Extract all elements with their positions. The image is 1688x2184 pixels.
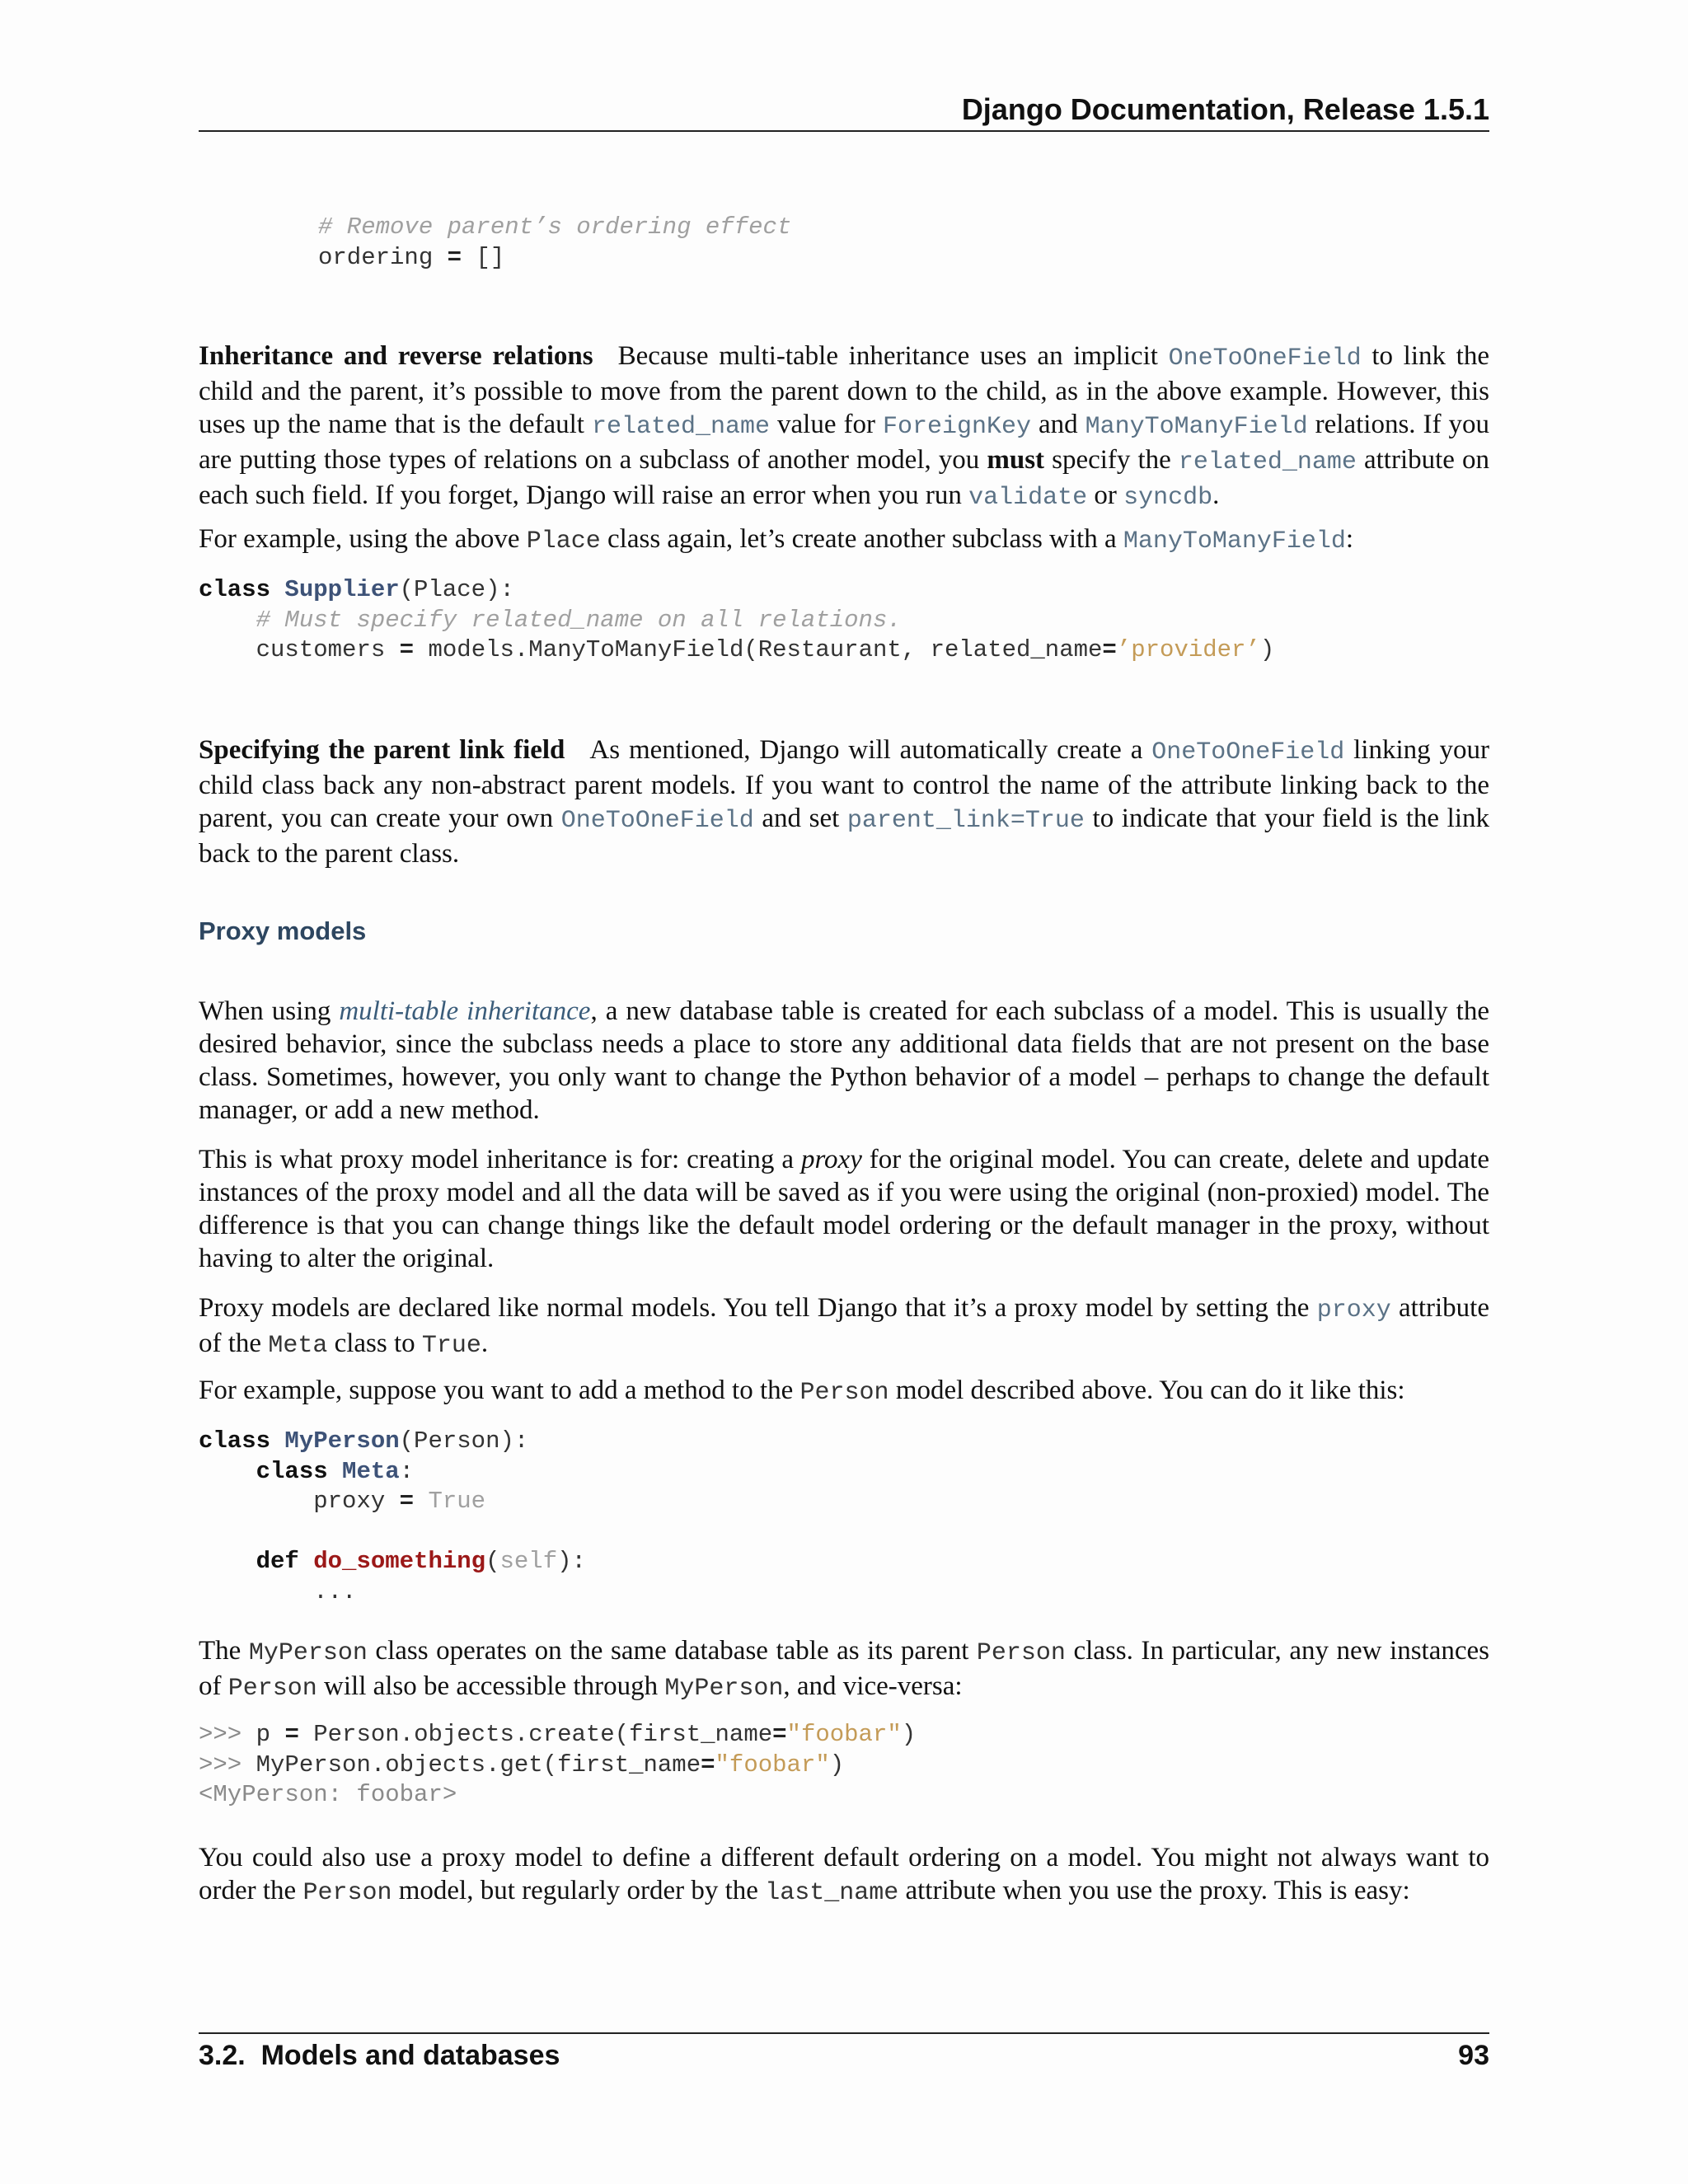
code-block-ordering: [318, 213, 791, 273]
text: model described above. You can do it like this:: [889, 1376, 1405, 1405]
paragraph-proxy-intro: [199, 995, 1489, 1127]
code-operator: =: [399, 636, 415, 663]
code-ref-manytomanyfield[interactable]: ManyToManyField: [1123, 527, 1346, 555]
code-literal-meta: Meta: [268, 1332, 328, 1360]
code-ref-onetoonefield[interactable]: OneToOneField: [1168, 344, 1362, 373]
footer-section-title: 3.2. Models and databases: [199, 2040, 560, 2071]
text: , and vice-versa:: [783, 1671, 963, 1701]
code-punct: ):: [557, 1548, 586, 1575]
text: Proxy models are declared like normal models. You tell Django that it’s a proxy model by setting the: [199, 1293, 1317, 1323]
paragraph-parent-link: [199, 733, 1489, 870]
running-header: Django Documentation, Release 1.5.1: [961, 92, 1489, 126]
code-punct: :: [399, 1457, 415, 1485]
code-literal-myperson: MyPerson: [664, 1675, 784, 1703]
code-punct: ): [1259, 636, 1275, 663]
code-args: (Place):: [399, 576, 514, 603]
text: to indicate that your field is the link back to the parent class.: [199, 804, 1489, 869]
text: For example, suppose you want to add a method to the: [199, 1376, 800, 1405]
code-operator: =: [701, 1750, 715, 1779]
paragraph-proxy-declare: [199, 1291, 1489, 1362]
footer-rule: [199, 2032, 1489, 2034]
code-class-name: Meta: [342, 1457, 400, 1485]
code-prompt: >>>: [199, 1721, 256, 1748]
paragraph-example-place: [199, 523, 1489, 558]
text: You could also use a proxy model to define a different default ordering on a model. You might not always want to order the: [199, 1843, 1489, 1905]
text: .: [1212, 480, 1220, 510]
code-operator: =: [284, 1721, 299, 1748]
text: value for: [770, 410, 883, 439]
code-call: Person.objects.create(first_name: [298, 1721, 773, 1748]
code-ellipsis: ...: [313, 1577, 357, 1605]
code-literal-true: True: [421, 1332, 481, 1360]
paragraph-myperson-table: [199, 1634, 1489, 1705]
code-ref-onetoonefield[interactable]: OneToOneField: [560, 807, 754, 835]
code-ref-manytomanyfield[interactable]: ManyToManyField: [1085, 413, 1308, 441]
code-literal-person: Person: [799, 1379, 889, 1407]
code-ref-parent-link[interactable]: parent_link=True: [846, 807, 1085, 835]
code-keyword: def: [256, 1548, 299, 1575]
emphasis-must: must: [987, 445, 1045, 475]
code-identifier: proxy: [313, 1488, 386, 1515]
text: will also be accessible through: [316, 1671, 665, 1701]
text: For example, using the above: [199, 524, 527, 554]
code-ref-syncdb[interactable]: syncdb: [1123, 484, 1213, 512]
code-literal-person: Person: [227, 1675, 317, 1703]
text: specify the: [1044, 445, 1179, 475]
code-identifier: ordering: [318, 243, 434, 271]
code-punct: ): [829, 1750, 845, 1779]
code-block-supplier: [199, 575, 1274, 666]
code-literal-myperson: MyPerson: [248, 1639, 368, 1667]
text: and: [1030, 410, 1085, 439]
code-ref-onetoonefield[interactable]: OneToOneField: [1151, 738, 1345, 766]
paragraph-proxy-purpose: [199, 1143, 1489, 1275]
code-ref-foreignkey[interactable]: ForeignKey: [882, 413, 1031, 441]
code-literal-person: Person: [976, 1639, 1066, 1667]
text: for the original model. You can create, delete and update instances of the proxy model and all the data will be saved as if you were using the original (non-proxied) model. The difference is that you can change things like the default model ordering or the default manager in the proxy, without having to alter the original.: [199, 1145, 1489, 1273]
header-rule: [199, 130, 1489, 132]
code-operator: =: [1102, 636, 1117, 663]
text: When using: [199, 996, 340, 1026]
code-comment: # Remove parent’s ordering effect: [318, 213, 792, 241]
code-ref-related-name[interactable]: related_name: [1178, 448, 1357, 476]
code-string: "foobar": [786, 1721, 902, 1748]
text: to link the child and the parent, it’s possible to move from the parent down to the child, as in the above example. However, this uses up the name that is the default: [199, 341, 1489, 439]
code-keyword: class: [256, 1457, 328, 1485]
text: class operates on the same database table as its parent: [367, 1636, 977, 1666]
code-string: "foobar": [715, 1750, 830, 1779]
code-string: ’provider’: [1116, 636, 1260, 663]
code-operator: =: [399, 1488, 415, 1515]
code-call: models.ManyToManyField(Restaurant, related_name: [428, 636, 1103, 663]
code-class-name: Supplier: [284, 576, 400, 603]
link-multi-table-inheritance[interactable]: multi-table inheritance: [339, 996, 591, 1026]
text: attribute of the: [199, 1293, 1489, 1358]
text: class again, let’s create another subclass with a: [600, 524, 1123, 554]
code-block-shell: [199, 1720, 916, 1811]
text: and set: [753, 804, 847, 833]
text: or: [1087, 480, 1124, 510]
run-in-heading: Inheritance and reverse relations: [199, 341, 593, 371]
code-args: (Person):: [399, 1427, 529, 1455]
text: attribute when you use the proxy. This is easy:: [898, 1876, 1410, 1905]
text: linking your child class back any non-abstract parent models. If you want to control the name of the attribute linking back to the parent, you can create your own: [199, 735, 1490, 833]
section-heading-proxy-models: Proxy models: [199, 916, 367, 945]
text: relations. If you are putting those types of relations on a subclass of another model, you: [199, 410, 1490, 475]
code-operator: =: [772, 1721, 787, 1748]
code-literal-person: Person: [302, 1879, 392, 1907]
text: class to: [327, 1329, 422, 1358]
code-operator: =: [447, 243, 462, 271]
text: As mentioned, Django will automatically create a: [589, 735, 1152, 765]
code-function-name: do_something: [313, 1548, 486, 1575]
text: model, but regularly order by the: [392, 1876, 766, 1905]
text: , a new database table is created for each subclass of a model. This is usually the desired behavior, since the subclass needs a place to store any additional data fields that are not present on the base class. Sometimes, however, you only want to change the Python behavior of a model – perhaps to change the default manager, or add a new method.: [199, 996, 1489, 1125]
code-literal-place: Place: [526, 527, 601, 555]
text: This is what proxy model inheritance is for: creating a: [199, 1145, 801, 1174]
code-punct: ): [901, 1721, 917, 1748]
code-constant: True: [428, 1488, 486, 1515]
text: :: [1345, 524, 1354, 554]
text: .: [481, 1329, 489, 1358]
code-identifier: p: [256, 1721, 285, 1748]
code-ref-validate[interactable]: validate: [968, 484, 1088, 512]
code-ref-proxy[interactable]: proxy: [1316, 1296, 1391, 1324]
text: Because multi-table inheritance uses an implicit: [617, 341, 1169, 371]
code-keyword: class: [199, 1427, 271, 1455]
code-punct: (: [485, 1548, 500, 1575]
page-number: 93: [1458, 2040, 1489, 2071]
code-output: <MyPerson: foobar>: [199, 1781, 457, 1808]
run-in-heading: Specifying the parent link field: [199, 735, 565, 765]
text: attribute on each such field. If you forget, Django will raise an error when you run: [199, 445, 1489, 510]
paragraph-proxy-example: [199, 1374, 1489, 1409]
document-page: [199, 0, 1489, 2184]
emphasis-proxy: proxy: [800, 1145, 862, 1174]
code-block-myperson: [199, 1427, 586, 1607]
code-class-name: MyPerson: [284, 1427, 400, 1455]
code-literal-last-name: last_name: [765, 1879, 899, 1907]
text: The: [199, 1636, 249, 1666]
text: class. In particular, any new instances of: [199, 1636, 1490, 1701]
code-ref-related-name[interactable]: related_name: [591, 413, 771, 441]
code-comment: # Must specify related_name on all relations.: [256, 606, 902, 634]
code-self: self: [499, 1548, 558, 1575]
code-prompt: >>>: [199, 1750, 256, 1779]
paragraph-inheritance-reverse: [199, 340, 1489, 514]
code-keyword: class: [199, 576, 271, 603]
paragraph-proxy-ordering: [199, 1841, 1489, 1910]
code-value: []: [476, 243, 505, 271]
code-call: MyPerson.objects.get(first_name: [256, 1750, 701, 1779]
code-identifier: customers: [256, 636, 386, 663]
